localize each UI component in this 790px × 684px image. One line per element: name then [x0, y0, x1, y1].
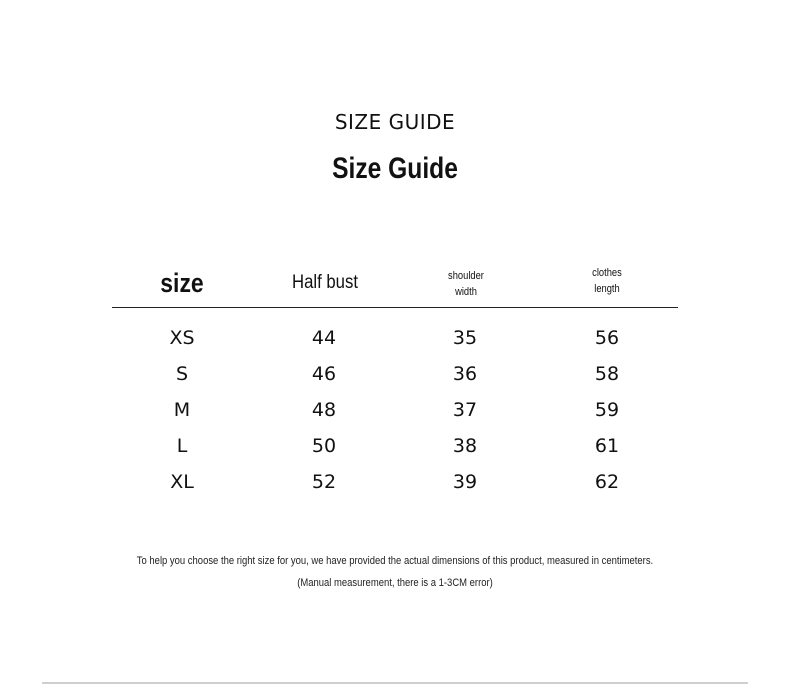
- shoulder-width-cell: 36: [452, 363, 478, 385]
- measurement-note: To help you choose the right size for you, we have provided the actual dimensions of this product, measured in centimeters.: [136, 555, 654, 567]
- table-row: [0, 399, 790, 435]
- column-header-length-line1: clothes: [592, 267, 622, 279]
- clothes-length-cell: 56: [594, 327, 620, 349]
- size-cell: XS: [169, 327, 195, 349]
- half-bust-cell: 44: [311, 327, 337, 349]
- half-bust-cell: 52: [311, 471, 337, 493]
- shoulder-width-cell: 38: [452, 435, 478, 457]
- clothes-length-cell: 62: [594, 471, 620, 493]
- size-cell: S: [175, 363, 189, 385]
- clothes-length-cell: 61: [594, 435, 620, 457]
- half-bust-cell: 50: [311, 435, 337, 457]
- size-cell: XL: [170, 471, 194, 493]
- column-header-shoulder-line1: shoulder: [448, 270, 484, 282]
- shoulder-width-cell: 35: [452, 327, 478, 349]
- shoulder-width-cell: 37: [452, 399, 478, 421]
- half-bust-cell: 48: [311, 399, 337, 421]
- column-header-shoulder-line2: width: [455, 286, 477, 298]
- column-header-size: size: [160, 268, 204, 298]
- size-guide-title: Size Guide: [332, 152, 458, 185]
- size-cell: M: [173, 399, 191, 421]
- clothes-length-cell: 58: [594, 363, 620, 385]
- size-guide-heading: SIZE GUIDE: [334, 110, 456, 134]
- table-row: [0, 363, 790, 399]
- half-bust-cell: 46: [311, 363, 337, 385]
- clothes-length-cell: 59: [594, 399, 620, 421]
- header-divider: [112, 307, 678, 308]
- error-note: (Manual measurement, there is a 1-3CM error): [297, 577, 493, 589]
- table-row: [0, 327, 790, 363]
- shoulder-width-cell: 39: [452, 471, 478, 493]
- size-cell: L: [176, 435, 188, 457]
- column-header-length-line2: length: [594, 283, 620, 295]
- table-row: [0, 435, 790, 471]
- column-header-shoulder-width: [407, 268, 526, 300]
- column-header-clothes-length: [548, 265, 667, 297]
- column-header-half-bust: Half bust: [292, 272, 358, 293]
- table-row: [0, 471, 790, 507]
